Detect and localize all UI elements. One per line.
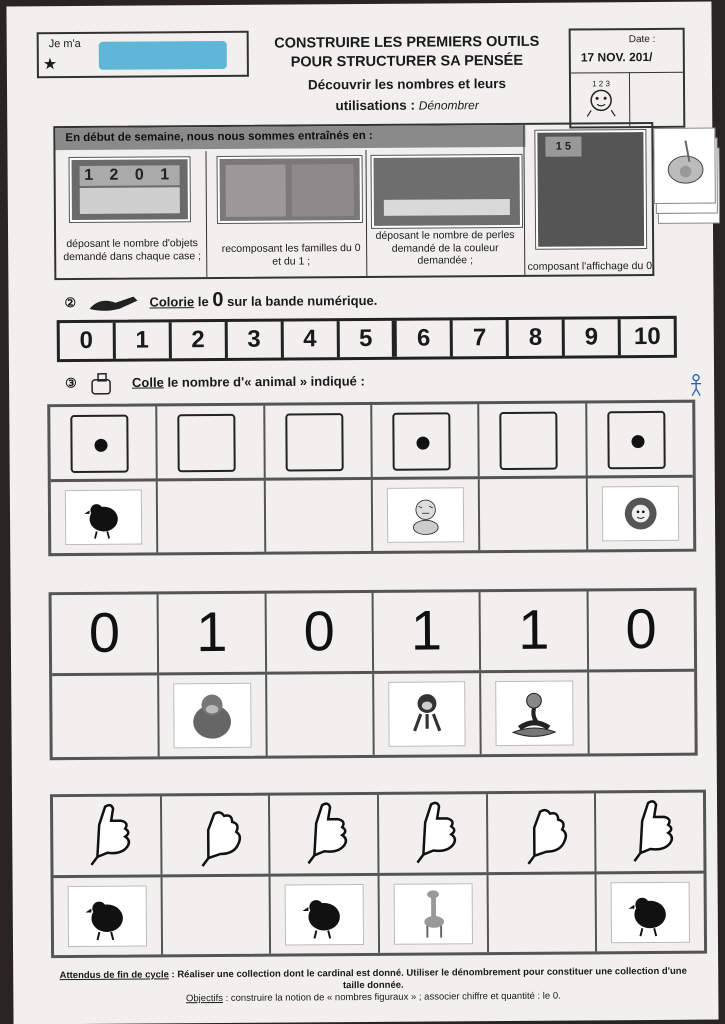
objectifs-label: Objectifs [185,992,224,1005]
glue-stick-icon [86,372,122,396]
bird-sticker [611,882,690,944]
paste-cell[interactable] [481,672,589,754]
exercise-2-zero: 0 [212,288,224,312]
number-digit: 0 [266,593,374,672]
paste-cell[interactable] [162,877,271,955]
exercise-3-text: le nombre d'« animal » indiqué : [167,373,365,390]
title-line-2: POUR STRUCTURER SA PENSÉE [290,52,524,71]
subtitle-text: utilisations : [335,97,416,114]
fist-icon [512,797,582,867]
worksheet-page [6,2,718,1024]
dot-icon [94,439,107,452]
hand-cell [162,796,271,875]
attendus-text: : Réaliser une collection dont le cardinal est donné. Utiliser le dénombrement pour constituer une collection d'une taille donnée. [171,965,687,992]
grid-numbers-top-row [52,591,695,673]
number-cell[interactable]: 1 [116,322,172,358]
photo-4-number-tag: 1 5 [545,136,581,156]
photo-number-cards [70,157,190,222]
top-card [653,128,716,204]
exercise-3-instruction [65,370,365,396]
paste-cell[interactable] [51,481,159,553]
dot-cell [265,405,373,478]
bird-sticker [65,490,143,546]
grid-dots-top-row [50,403,692,479]
photos-heading: En début de semaine, nous nous sommes entraînés en : [55,125,525,150]
photo-3-bead-tray [384,199,510,216]
exercise-3-verb: Colle [131,374,164,391]
redacted-name [99,41,227,70]
photo-families [218,156,362,223]
pig-icon [656,137,714,195]
grid-hands-top-row [53,793,704,876]
attendus-label: Attendus de fin de cycle [59,969,169,982]
number-digit: 1 [159,594,267,673]
hand-cell [488,793,597,872]
number-cell[interactable]: 9 [565,319,621,355]
paste-cell[interactable] [54,877,163,955]
grid-numbers-bottom-row [52,669,695,757]
photo-divider [523,125,525,275]
exercise-3-number: ③ [65,375,77,391]
clock-numbers: 1 2 3 [592,79,610,89]
clock-character-icon [583,78,619,118]
training-photos-section [53,122,654,280]
paste-cell[interactable] [373,479,481,551]
number-digit: 1 [481,591,589,670]
paste-cell[interactable] [158,481,266,553]
photo-1-tray [80,187,180,214]
dot-cell [480,403,588,476]
paste-cell[interactable] [159,675,267,757]
date-label: Date : [628,33,656,46]
dot-cell [587,403,693,476]
grid-hands [50,790,707,959]
lion-sticker [601,486,679,542]
dot-icon [631,435,644,448]
number-digit: 0 [625,596,657,661]
paste-cell[interactable] [589,672,695,754]
paste-cell[interactable] [52,675,160,757]
subtitle-italic: Dénombrer [418,98,479,113]
number-cell[interactable]: 3 [227,322,283,358]
objectifs-text: : construire la notion de « nombres figuraux » ; associer chiffre et quantité : le 0. [225,990,561,1004]
thumb-up-icon [294,799,364,869]
paste-cell[interactable] [597,874,704,952]
date-divider [571,72,683,74]
hand-cell [53,796,162,875]
number-cell[interactable]: 6 [397,320,453,356]
exercise-2-instruction [64,288,377,313]
hand-cell [596,793,703,872]
exercise-2-number: ② [64,294,77,311]
number-cell[interactable]: 4 [283,321,339,357]
number-cell[interactable]: 2 [171,322,227,358]
caption-4: composant l'affichage du 0. [527,259,655,273]
hand-cell [379,794,488,873]
subtitle-line-1: Découvrir les nombres et leurs [307,75,507,93]
worksheet-title [247,33,568,116]
photo-2-board-left [226,165,286,217]
grid-numbers [49,588,698,761]
caption-3: déposant le nombre de perles demandé de la couleur demandée ; [375,228,515,267]
number-line [57,316,677,362]
title-line-1: CONSTRUIRE LES PREMIERS OUTILS [274,33,540,52]
number-digit: 0 [52,594,160,673]
tiger-sticker [387,487,465,543]
animal-card-stack [653,127,724,223]
number-digit: 1 [374,592,482,671]
thumb-up-icon [77,801,147,871]
caption-2: recomposant les familles du 0 et du 1 ; [221,242,361,268]
exercise-2-text-end: sur la bande numérique. [227,292,378,309]
photo-1-number-strip: 1 2 0 1 [80,165,180,186]
bird-sticker [68,886,147,948]
stick-figure-icon [689,374,703,398]
number-cell[interactable]: 0 [60,323,116,359]
photo-beads [372,155,522,228]
dot-cell [50,406,158,479]
thumb-up-icon [620,797,690,867]
photo-display [535,130,646,249]
snake-sticker [495,681,573,747]
exercise-2-verb: Colorie [149,294,195,310]
paste-cell[interactable] [587,478,693,550]
giraffe-sticker [394,883,473,945]
thumb-up-icon [403,798,473,868]
footer [53,966,693,1006]
name-label: Je m'a [48,37,81,51]
brush-icon [86,294,140,312]
number-cell[interactable]: 5 [339,321,397,357]
paste-cell[interactable] [271,876,380,954]
date-divider-vertical [629,72,630,126]
paste-cell[interactable] [480,478,588,550]
grid-dots [47,400,696,557]
hand-cell [270,795,379,874]
photo-divider [205,151,207,277]
grid-hands-bottom-row [54,871,705,956]
photo-2-board-right [292,164,354,216]
grid-dots-bottom-row [51,475,694,553]
gorilla-sticker [174,683,252,749]
dot-cell [158,406,266,479]
caption-1: déposant le nombre d'objets demandé dans chaque case ; [63,237,202,263]
number-cell[interactable]: 8 [509,320,565,356]
subtitle-line-2 [247,96,567,116]
name-box [37,31,249,78]
bird-sticker [285,884,364,946]
date-value: 17 NOV. 201/ [580,49,653,65]
paste-cell[interactable] [374,673,482,755]
dot-cell [372,404,480,477]
number-cell[interactable]: 7 [453,320,509,356]
paste-cell[interactable] [380,875,489,953]
monkey-sticker [388,681,466,747]
exercise-2-text: le [197,294,209,310]
number-cell[interactable]: 10 [633,322,661,351]
paste-cell[interactable] [488,874,597,952]
paste-cell[interactable] [265,480,373,552]
dot-icon [416,437,429,450]
paste-cell[interactable] [267,674,375,756]
star-icon: ★ [42,56,58,74]
fist-icon [186,800,256,870]
date-box [569,28,686,129]
